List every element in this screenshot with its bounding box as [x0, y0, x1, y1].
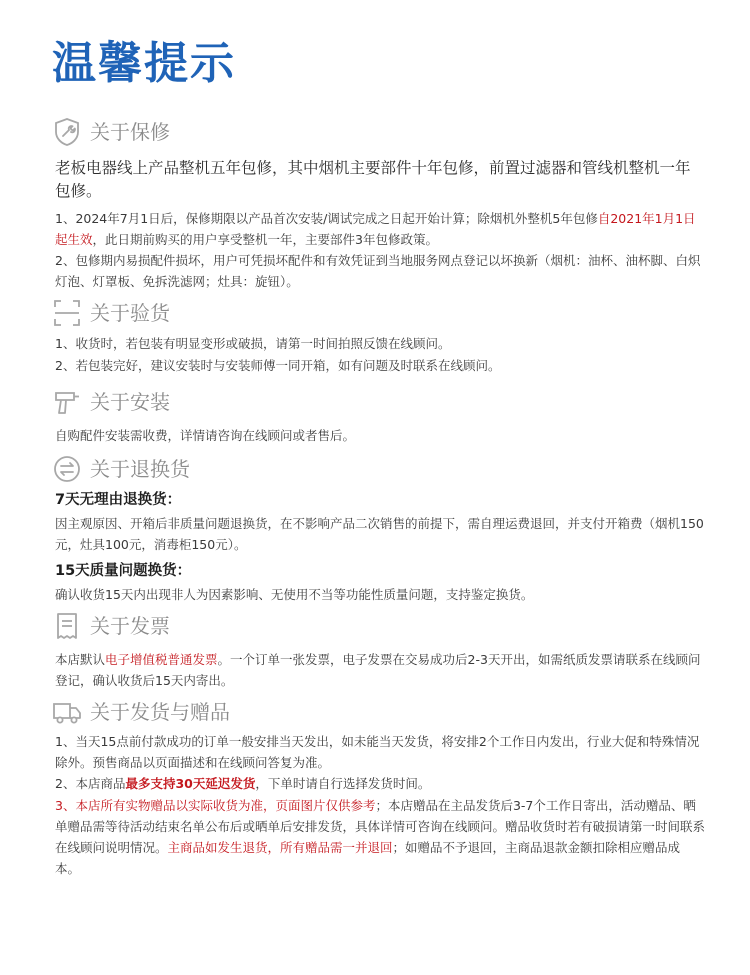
section-returns-title: 关于退换货: [90, 457, 190, 481]
returns-subtitle-15days: 15天质量问题换货：: [55, 563, 192, 579]
scan-frame-icon: [52, 298, 82, 328]
shipping-paragraph-1: 1、当天15点前付款成功的订单一般安排当天发出，如未能当天发货，将安排2个工作日内发出，行业大促和特殊情况除外。预售商品以页面描述和在线顾问答复为准。: [55, 734, 700, 770]
wrench-shield-icon: [52, 117, 82, 147]
warranty-p1-highlight: 自2021年1月1日起生效: [55, 211, 696, 247]
invoice-text-end: 。一个订单一张发票，电子发票在交易成功后2-3天开出，如需纸质发票请联系在线顾问登记，确认收货后15天内寄出。: [55, 652, 701, 688]
section-returns-header: [52, 454, 190, 484]
page-title: 温馨提示: [52, 38, 236, 89]
warranty-p1-text-end: ，此日期前购买的用户享受整机一年，主要部件3年包修政策。: [92, 232, 438, 247]
returns-subtitle-7days: 7天无理由退换货：: [55, 492, 182, 508]
section-invoice-header: [52, 611, 170, 641]
warranty-paragraph-2: 2、包修期内易损配件损坏，用户可凭损坏配件和有效凭证到当地服务网点登记以坏换新（烟机：油杯、油杯脚、白炽灯泡、灯罩板、免拆洗滤网；灶具：旋钮）。: [55, 253, 701, 289]
warranty-lead-text: 老板电器线上产品整机五年包修，其中烟机主要部件十年包修，前置过滤器和管线机整机一年包修。: [55, 159, 691, 200]
shipping-p3-highlight-2: 主商品如发生退货，所有赠品需一并退回: [167, 840, 393, 855]
shipping-paragraph-3: [55, 795, 705, 879]
inspection-paragraph-2: 2、若包装完好，建议安装时与安装师傅一同开箱，如有问题及时联系在线顾问。: [55, 358, 501, 373]
shipping-p3-text-end: ；如赠品不予退回，主商品退款金额扣除相应赠品成本。: [55, 840, 681, 876]
section-inspection-header: [52, 298, 170, 328]
section-warranty-header: [52, 117, 170, 147]
invoice-highlight: 电子增值税普通发票: [105, 652, 218, 667]
invoice-paragraph: [55, 649, 705, 691]
section-inspection-title: 关于验货: [90, 301, 170, 325]
section-warranty-title: 关于保修: [90, 120, 170, 144]
section-invoice-title: 关于发票: [90, 614, 170, 638]
shipping-p3-highlight-1: 3、本店所有实物赠品以实际收货为准，页面图片仅供参考: [55, 798, 376, 813]
inspection-paragraph-1: 1、收货时，若包装有明显变形或破损，请第一时间拍照反馈在线顾问。: [55, 336, 451, 351]
shipping-p2-text: 2、本店商品: [55, 776, 126, 791]
delivery-truck-icon: [52, 697, 82, 727]
shipping-p2-highlight: 最多支持30天延迟发货: [125, 776, 256, 791]
section-shipping-title: 关于发货与赠品: [90, 700, 230, 724]
returns-paragraph-1: 因主观原因、开箱后非质量问题退换货，在不影响产品二次销售的前提下，需自理运费退回，并支付开箱费（烟机150元，灶具100元，消毒柜150元）。: [55, 516, 704, 552]
invoice-icon: [52, 611, 82, 641]
shipping-p3-text: ；本店赠品在主品发货后3-7个工作日寄出，活动赠品、晒单赠品需等待活动结束名单公布后或晒单后安排发货，具体详情可咨询在线顾问。赠品收货时若有破损请第一时间联系在线顾问说明情况。: [55, 798, 706, 855]
section-installation-title: 关于安装: [90, 390, 170, 414]
shipping-p2-text-end: ，下单时请自行选择发货时间。: [255, 776, 431, 791]
return-exchange-icon: [52, 454, 82, 484]
warranty-p1-text: 1、2024年7月1日后，保修期限以产品首次安装/调试完成之日起开始计算；除烟机外整机5年包修: [55, 211, 598, 226]
section-installation-header: [52, 387, 170, 417]
returns-paragraph-2: 确认收货15天内出现非人为因素影响、无使用不当等功能性质量问题，支持鉴定换货。: [55, 587, 534, 602]
drill-icon: [52, 387, 82, 417]
installation-paragraph-1: 自购配件安装需收费，详情请咨询在线顾问或者售后。: [55, 428, 356, 443]
shipping-paragraph-2: [55, 773, 705, 794]
warranty-paragraph-1: [55, 208, 705, 250]
section-shipping-header: [52, 697, 230, 727]
invoice-text: 本店默认: [55, 652, 106, 667]
